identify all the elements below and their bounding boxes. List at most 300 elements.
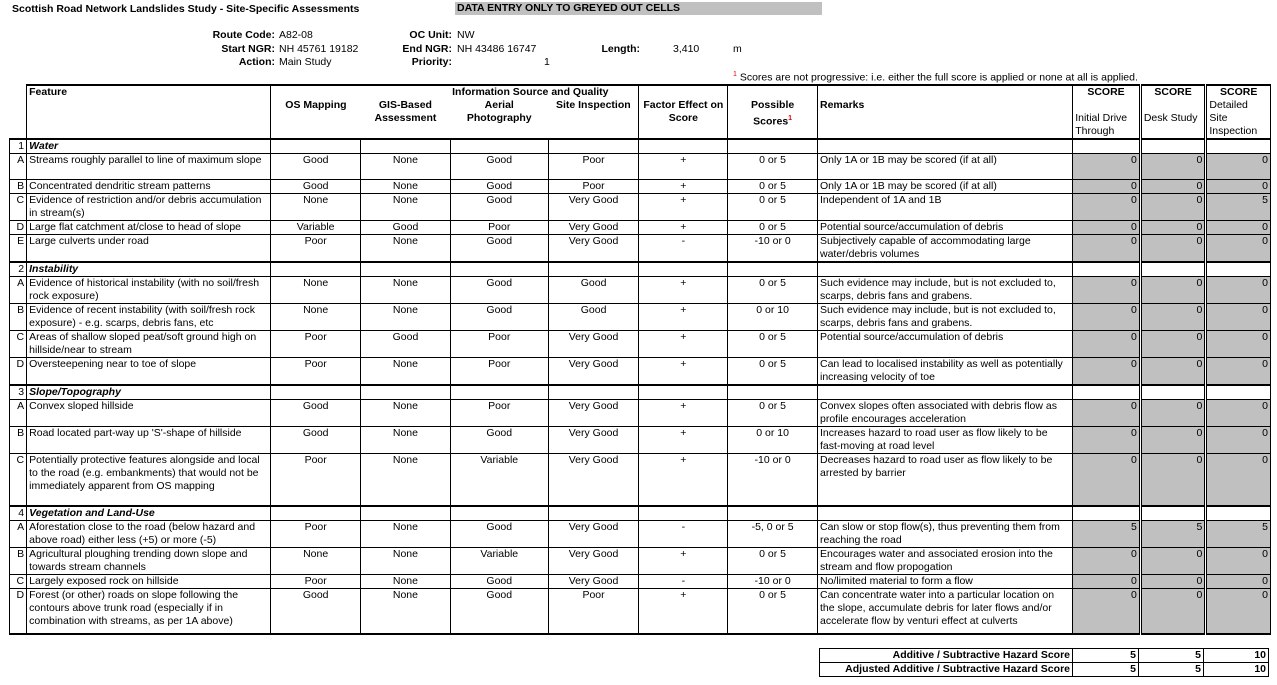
gis-cell: None bbox=[361, 400, 451, 427]
totals-value: 5 bbox=[1073, 649, 1139, 663]
row-letter: B bbox=[10, 304, 27, 331]
row-letter: C bbox=[10, 574, 27, 588]
os-mapping-header: OS Mapping bbox=[271, 85, 361, 139]
score-initial-input[interactable]: 0 bbox=[1073, 331, 1140, 358]
row-letter: A bbox=[10, 400, 27, 427]
header-row bbox=[10, 85, 1271, 139]
factor-effect-cell: + bbox=[639, 180, 728, 194]
score-initial-input[interactable]: 0 bbox=[1073, 154, 1140, 180]
section-row bbox=[10, 262, 1271, 277]
score-initial-input[interactable]: 0 bbox=[1073, 427, 1140, 454]
row-letter: B bbox=[10, 547, 27, 574]
feature-cell: Road located part-way up 'S'-shape of hillside bbox=[27, 427, 271, 454]
table-row bbox=[10, 520, 1271, 547]
score-detailed-input[interactable]: 0 bbox=[1207, 154, 1271, 180]
feature-cell: Evidence of historical instability (with no soil/fresh rock exposure) bbox=[27, 277, 271, 304]
totals-label: Adjusted Additive / Subtractive Hazard Score bbox=[820, 663, 1073, 677]
feature-cell: Forest (or other) roads on slope following the contours above trunk road (especially if in combination with streams, as per 1A above) bbox=[27, 588, 271, 634]
row-letter: A bbox=[10, 154, 27, 180]
remarks-cell: Can slow or stop flow(s), thus preventing them from reaching the road bbox=[818, 520, 1073, 547]
score-desk-input[interactable]: 5 bbox=[1141, 520, 1205, 547]
section-blank bbox=[1141, 139, 1205, 154]
score-desk-input[interactable]: 0 bbox=[1141, 221, 1205, 235]
os-mapping-cell: None bbox=[271, 194, 361, 221]
possible-scores-cell: 0 or 5 bbox=[728, 154, 818, 180]
os-mapping-cell: Poor bbox=[271, 235, 361, 263]
feature-cell: Evidence of recent instability (with soil/fresh rock exposure) - e.g. scarps, debris fans, etc bbox=[27, 304, 271, 331]
score-initial-input[interactable]: 0 bbox=[1073, 221, 1140, 235]
feature-cell: Areas of shallow sloped peat/soft ground high on hillside/near to stream bbox=[27, 331, 271, 358]
remarks-cell: Subjectively capable of accommodating large water/debris volumes bbox=[818, 235, 1073, 263]
feature-cell: Agricultural ploughing trending down slope and towards stream channels bbox=[27, 547, 271, 574]
remarks-cell: Independent of 1A and 1B bbox=[818, 194, 1073, 221]
row-letter: C bbox=[10, 454, 27, 506]
os-mapping-cell: None bbox=[271, 547, 361, 574]
priority-label: Priority: bbox=[411, 56, 452, 68]
section-blank bbox=[639, 262, 728, 277]
section-blank bbox=[1073, 262, 1140, 277]
section-blank bbox=[548, 139, 639, 154]
aerial-cell: Poor bbox=[450, 331, 548, 358]
section-blank bbox=[728, 506, 818, 521]
totals-label: Additive / Subtractive Hazard Score bbox=[820, 649, 1073, 663]
action-label: Action: bbox=[238, 56, 275, 68]
section-row bbox=[10, 506, 1271, 521]
score-initial-input[interactable]: 0 bbox=[1073, 400, 1140, 427]
section-blank bbox=[818, 139, 1073, 154]
possible-scores-cell: 0 or 10 bbox=[728, 427, 818, 454]
gis-cell: None bbox=[361, 547, 451, 574]
table-row bbox=[10, 331, 1271, 358]
end-ngr-label: End NGR: bbox=[402, 43, 452, 55]
row-letter: D bbox=[10, 358, 27, 386]
score-initial-input[interactable]: 0 bbox=[1073, 277, 1140, 304]
remarks-cell: Only 1A or 1B may be scored (if at all) bbox=[818, 154, 1073, 180]
section-blank bbox=[450, 506, 548, 521]
row-letter: D bbox=[10, 221, 27, 235]
remarks-cell: Can concentrate water into a particular location on the slope, accumulate debris for later flows and/or accelerate flow by venturi effect at culverts bbox=[818, 588, 1073, 634]
score-desk-input[interactable]: 0 bbox=[1141, 547, 1205, 574]
aerial-cell: Good bbox=[450, 427, 548, 454]
possible-scores-cell: -10 or 0 bbox=[728, 454, 818, 506]
score-detailed-input[interactable]: 0 bbox=[1207, 454, 1271, 506]
score-desk-input[interactable]: 0 bbox=[1141, 454, 1205, 506]
score-desk-input[interactable]: 0 bbox=[1141, 588, 1205, 634]
table-row bbox=[10, 400, 1271, 427]
table-row bbox=[10, 574, 1271, 588]
totals-row bbox=[820, 663, 1269, 677]
possible-scores-cell: -10 or 0 bbox=[728, 235, 818, 263]
end-ngr-value: NH 43486 16747 bbox=[457, 43, 537, 55]
gis-cell: None bbox=[361, 574, 451, 588]
aerial-header: Information Source and Quality Aerial Photography bbox=[450, 85, 548, 139]
action-value: Main Study bbox=[279, 56, 332, 68]
gis-cell: Good bbox=[361, 331, 451, 358]
site-inspection-cell: Very Good bbox=[548, 235, 639, 263]
table-row bbox=[10, 180, 1271, 194]
score-detailed-input[interactable]: 0 bbox=[1207, 588, 1271, 634]
site-inspection-cell: Poor bbox=[548, 154, 639, 180]
feature-cell: Concentrated dendritic stream patterns bbox=[27, 180, 271, 194]
score-detailed-input[interactable]: 0 bbox=[1207, 304, 1271, 331]
score-initial-input[interactable]: 0 bbox=[1073, 194, 1140, 221]
score-desk-input[interactable]: 0 bbox=[1141, 331, 1205, 358]
section-blank bbox=[361, 506, 451, 521]
feature-cell: Potentially protective features alongside and local to the road (e.g. embankments) that would not be immediately apparent from OS mapping bbox=[27, 454, 271, 506]
totals-value: 10 bbox=[1204, 663, 1269, 677]
section-blank bbox=[361, 385, 451, 400]
totals-row bbox=[820, 649, 1269, 663]
site-inspection-cell: Very Good bbox=[548, 454, 639, 506]
feature-cell: Aforestation close to the road (below hazard and above road) either less (+5) or more (-5) bbox=[27, 520, 271, 547]
site-inspection-cell: Very Good bbox=[548, 427, 639, 454]
score-initial-input[interactable]: 0 bbox=[1073, 180, 1140, 194]
possible-scores-cell: -10 or 0 bbox=[728, 574, 818, 588]
os-mapping-cell: Poor bbox=[271, 454, 361, 506]
aerial-cell: Good bbox=[450, 574, 548, 588]
score-desk-input[interactable]: 0 bbox=[1141, 277, 1205, 304]
row-letter: C bbox=[10, 331, 27, 358]
possible-scores-cell: 0 or 5 bbox=[728, 277, 818, 304]
section-blank bbox=[818, 262, 1073, 277]
section-blank bbox=[271, 506, 361, 521]
os-mapping-cell: Poor bbox=[271, 520, 361, 547]
possible-scores-cell: 0 or 5 bbox=[728, 547, 818, 574]
section-blank bbox=[271, 385, 361, 400]
gis-cell: None bbox=[361, 180, 451, 194]
factor-effect-cell: - bbox=[639, 520, 728, 547]
os-mapping-cell: Good bbox=[271, 400, 361, 427]
gis-cell: None bbox=[361, 588, 451, 634]
row-letter: A bbox=[10, 520, 27, 547]
section-blank bbox=[728, 385, 818, 400]
table-row bbox=[10, 235, 1271, 263]
totals-value: 5 bbox=[1139, 649, 1204, 663]
factor-effect-cell: + bbox=[639, 331, 728, 358]
aerial-cell: Good bbox=[450, 304, 548, 331]
section-number: 3 bbox=[10, 385, 27, 400]
feature-cell: Oversteepening near to toe of slope bbox=[27, 358, 271, 386]
footnote bbox=[733, 71, 1138, 84]
table-row bbox=[10, 277, 1271, 304]
possible-scores-cell: 0 or 5 bbox=[728, 588, 818, 634]
gis-cell: None bbox=[361, 277, 451, 304]
score-detailed-input[interactable]: 0 bbox=[1207, 221, 1271, 235]
os-mapping-cell: Poor bbox=[271, 331, 361, 358]
score-detailed-header: SCORE Detailed Site Inspection bbox=[1207, 85, 1271, 139]
section-blank bbox=[1073, 506, 1140, 521]
table-row bbox=[10, 547, 1271, 574]
remarks-cell: Encourages water and associated erosion into the stream and flow propogation bbox=[818, 547, 1073, 574]
length-label: Length: bbox=[601, 43, 640, 55]
row-letter: D bbox=[10, 588, 27, 634]
gis-cell: None bbox=[361, 454, 451, 506]
table-row bbox=[10, 194, 1271, 221]
factor-effect-cell: + bbox=[639, 400, 728, 427]
gis-cell: None bbox=[361, 194, 451, 221]
score-detailed-input[interactable]: 5 bbox=[1207, 520, 1271, 547]
factor-effect-cell: + bbox=[639, 427, 728, 454]
section-blank bbox=[271, 262, 361, 277]
row-letter: B bbox=[10, 180, 27, 194]
os-mapping-cell: None bbox=[271, 304, 361, 331]
score-initial-input[interactable]: 0 bbox=[1073, 235, 1140, 263]
site-inspection-cell: Very Good bbox=[548, 520, 639, 547]
section-blank bbox=[1207, 139, 1271, 154]
section-blank bbox=[1207, 385, 1271, 400]
section-blank bbox=[1073, 139, 1140, 154]
table-row bbox=[10, 454, 1271, 506]
possible-scores-cell: 0 or 10 bbox=[728, 304, 818, 331]
page-title: Scottish Road Network Landslides Study - Site-Specific Assessments bbox=[12, 3, 360, 15]
section-name: Instability bbox=[27, 262, 271, 277]
score-detailed-input[interactable]: 0 bbox=[1207, 358, 1271, 386]
score-detailed-input[interactable]: 0 bbox=[1207, 400, 1271, 427]
score-desk-input[interactable]: 0 bbox=[1141, 358, 1205, 386]
factor-effect-cell: + bbox=[639, 154, 728, 180]
site-inspection-cell: Good bbox=[548, 277, 639, 304]
table-row bbox=[10, 304, 1271, 331]
section-blank bbox=[450, 262, 548, 277]
feature-cell: Large culverts under road bbox=[27, 235, 271, 263]
site-inspection-cell: Poor bbox=[548, 180, 639, 194]
os-mapping-cell: Good bbox=[271, 588, 361, 634]
remarks-cell: Potential source/accumulation of debris bbox=[818, 331, 1073, 358]
feature-cell: Evidence of restriction and/or debris accumulation in stream(s) bbox=[27, 194, 271, 221]
site-inspection-cell: Very Good bbox=[548, 574, 639, 588]
remarks-cell: Potential source/accumulation of debris bbox=[818, 221, 1073, 235]
score-detailed-input[interactable]: 5 bbox=[1207, 194, 1271, 221]
os-mapping-cell: None bbox=[271, 277, 361, 304]
table-row bbox=[10, 427, 1271, 454]
score-detailed-input[interactable]: 0 bbox=[1207, 427, 1271, 454]
gis-cell: None bbox=[361, 304, 451, 331]
aerial-cell: Variable bbox=[450, 547, 548, 574]
section-name: Slope/Topography bbox=[27, 385, 271, 400]
start-ngr-label: Start NGR: bbox=[221, 43, 275, 55]
table-row bbox=[10, 221, 1271, 235]
site-inspection-cell: Very Good bbox=[548, 221, 639, 235]
score-desk-input[interactable]: 0 bbox=[1141, 400, 1205, 427]
section-blank bbox=[818, 506, 1073, 521]
info-source-header: Information Source and Quality bbox=[452, 86, 609, 98]
score-initial-input[interactable]: 0 bbox=[1073, 304, 1140, 331]
os-mapping-cell: Poor bbox=[271, 358, 361, 386]
section-row bbox=[10, 385, 1271, 400]
oc-unit-value: NW bbox=[457, 29, 475, 41]
section-number: 2 bbox=[10, 262, 27, 277]
totals-value: 10 bbox=[1204, 649, 1269, 663]
section-name: Vegetation and Land-Use bbox=[27, 506, 271, 521]
score-detailed-input[interactable]: 0 bbox=[1207, 331, 1271, 358]
totals-table bbox=[819, 648, 1269, 677]
factor-effect-cell: + bbox=[639, 194, 728, 221]
section-blank bbox=[548, 506, 639, 521]
section-blank bbox=[450, 139, 548, 154]
footnote-mark: 1 bbox=[733, 71, 737, 78]
aerial-cell: Poor bbox=[450, 400, 548, 427]
length-value: 3,410 bbox=[673, 43, 700, 55]
os-mapping-cell: Good bbox=[271, 427, 361, 454]
aerial-cell: Variable bbox=[450, 454, 548, 506]
remarks-cell: Can lead to localised instability as well as potentially increasing velocity of toe bbox=[818, 358, 1073, 386]
score-detailed-input[interactable]: 0 bbox=[1207, 277, 1271, 304]
remarks-cell: Increases hazard to road user as flow likely to be fast-moving at road level bbox=[818, 427, 1073, 454]
score-desk-input[interactable]: 0 bbox=[1141, 154, 1205, 180]
aerial-cell: Good bbox=[450, 520, 548, 547]
row-letter: C bbox=[10, 194, 27, 221]
section-blank bbox=[548, 262, 639, 277]
section-blank bbox=[361, 139, 451, 154]
factor-effect-cell: + bbox=[639, 454, 728, 506]
totals-value: 5 bbox=[1139, 663, 1204, 677]
section-blank bbox=[1141, 262, 1205, 277]
score-detailed-input[interactable]: 0 bbox=[1207, 235, 1271, 263]
gis-cell: None bbox=[361, 358, 451, 386]
section-blank bbox=[818, 385, 1073, 400]
section-blank bbox=[450, 385, 548, 400]
score-initial-input[interactable]: 0 bbox=[1073, 588, 1140, 634]
aerial-cell: Good bbox=[450, 588, 548, 634]
section-number: 1 bbox=[10, 139, 27, 154]
section-blank bbox=[548, 385, 639, 400]
table-row bbox=[10, 358, 1271, 386]
priority-value: 1 bbox=[544, 56, 550, 68]
section-blank bbox=[639, 139, 728, 154]
score-desk-input[interactable]: 0 bbox=[1141, 180, 1205, 194]
section-row bbox=[10, 139, 1271, 154]
gis-header: GIS-Based Assessment bbox=[361, 85, 451, 139]
site-inspection-cell: Very Good bbox=[548, 400, 639, 427]
feature-header: Feature bbox=[27, 85, 271, 139]
factor-effect-cell: + bbox=[639, 304, 728, 331]
remarks-cell: No/limited material to form a flow bbox=[818, 574, 1073, 588]
score-initial-input[interactable]: 0 bbox=[1073, 358, 1140, 386]
gis-cell: Good bbox=[361, 221, 451, 235]
possible-scores-cell: 0 or 5 bbox=[728, 180, 818, 194]
feature-cell: Streams roughly parallel to line of maximum slope bbox=[27, 154, 271, 180]
feature-cell: Large flat catchment at/close to head of slope bbox=[27, 221, 271, 235]
feature-cell: Largely exposed rock on hillside bbox=[27, 574, 271, 588]
aerial-cell: Poor bbox=[450, 221, 548, 235]
table-row bbox=[10, 154, 1271, 180]
gis-cell: None bbox=[361, 520, 451, 547]
aerial-cell: Good bbox=[450, 235, 548, 263]
score-initial-input[interactable]: 5 bbox=[1073, 520, 1140, 547]
score-detailed-input[interactable]: 0 bbox=[1207, 547, 1271, 574]
section-blank bbox=[1207, 262, 1271, 277]
score-desk-input[interactable]: 0 bbox=[1141, 304, 1205, 331]
oc-unit-label: OC Unit: bbox=[409, 29, 452, 41]
score-initial-header: SCORE Initial Drive Through bbox=[1073, 85, 1140, 139]
possible-scores-cell: 0 or 5 bbox=[728, 358, 818, 386]
factor-effect-cell: + bbox=[639, 358, 728, 386]
footnote-text: Scores are not progressive: i.e. either the full score is applied or none at all is applied. bbox=[739, 71, 1138, 84]
aerial-cell: Poor bbox=[450, 358, 548, 386]
row-letter: A bbox=[10, 277, 27, 304]
row-letter: B bbox=[10, 427, 27, 454]
aerial-cell: Good bbox=[450, 194, 548, 221]
score-desk-input[interactable]: 0 bbox=[1141, 194, 1205, 221]
factor-effect-cell: - bbox=[639, 235, 728, 263]
os-mapping-cell: Poor bbox=[271, 574, 361, 588]
score-desk-input[interactable]: 0 bbox=[1141, 574, 1205, 588]
remarks-cell: Convex slopes often associated with debris flow as profile encourages acceleration bbox=[818, 400, 1073, 427]
remarks-cell: Decreases hazard to road user as flow likely to be arrested by barrier bbox=[818, 454, 1073, 506]
section-blank bbox=[1207, 506, 1271, 521]
site-inspection-cell: Very Good bbox=[548, 331, 639, 358]
possible-scores-cell: -5, 0 or 5 bbox=[728, 520, 818, 547]
score-initial-input[interactable]: 0 bbox=[1073, 574, 1140, 588]
table-row bbox=[10, 588, 1271, 634]
section-blank bbox=[271, 139, 361, 154]
factor-effect-cell: + bbox=[639, 547, 728, 574]
score-desk-input[interactable]: 0 bbox=[1141, 427, 1205, 454]
possible-scores-header: Possible Scores$^1$ bbox=[728, 85, 818, 139]
start-ngr-value: NH 45761 19182 bbox=[279, 43, 359, 55]
gis-cell: None bbox=[361, 235, 451, 263]
section-blank bbox=[1073, 385, 1140, 400]
remarks-header: Remarks bbox=[818, 85, 1073, 139]
route-code-label: Route Code: bbox=[212, 29, 275, 41]
score-desk-input[interactable]: 0 bbox=[1141, 235, 1205, 263]
factor-effect-cell: + bbox=[639, 277, 728, 304]
possible-scores-cell: 0 or 5 bbox=[728, 331, 818, 358]
assessment-table bbox=[9, 84, 1271, 635]
remarks-cell: Such evidence may include, but is not excluded to, scarps, debris fans and grabens. bbox=[818, 304, 1073, 331]
route-code-value: A82-08 bbox=[279, 29, 313, 41]
section-blank bbox=[728, 139, 818, 154]
factor-effect-cell: + bbox=[639, 588, 728, 634]
site-inspection-cell: Good bbox=[548, 304, 639, 331]
factor-effect-header: Factor Effect on Score bbox=[639, 85, 728, 139]
data-entry-notice: DATA ENTRY ONLY TO GREYED OUT CELLS bbox=[455, 2, 822, 15]
site-inspection-cell: Poor bbox=[548, 588, 639, 634]
section-blank bbox=[639, 506, 728, 521]
aerial-cell: Good bbox=[450, 180, 548, 194]
site-inspection-header: Site Inspection bbox=[548, 85, 639, 139]
remarks-cell: Such evidence may include, but is not excluded to, scarps, debris fans and grabens. bbox=[818, 277, 1073, 304]
remarks-cell: Only 1A or 1B may be scored (if at all) bbox=[818, 180, 1073, 194]
possible-scores-cell: 0 or 5 bbox=[728, 194, 818, 221]
site-inspection-cell: Very Good bbox=[548, 547, 639, 574]
row-letter: E bbox=[10, 235, 27, 263]
factor-effect-cell: - bbox=[639, 574, 728, 588]
aerial-cell: Good bbox=[450, 154, 548, 180]
score-detailed-input[interactable]: 0 bbox=[1207, 574, 1271, 588]
gis-cell: None bbox=[361, 427, 451, 454]
section-number: 4 bbox=[10, 506, 27, 521]
length-unit: m bbox=[733, 43, 742, 55]
site-inspection-cell: Very Good bbox=[548, 194, 639, 221]
score-initial-input[interactable]: 0 bbox=[1073, 454, 1140, 506]
os-mapping-cell: Good bbox=[271, 154, 361, 180]
os-mapping-cell: Variable bbox=[271, 221, 361, 235]
section-blank bbox=[361, 262, 451, 277]
section-blank bbox=[1141, 506, 1205, 521]
section-name: Water bbox=[27, 139, 271, 154]
possible-scores-cell: 0 or 5 bbox=[728, 400, 818, 427]
site-inspection-cell: Very Good bbox=[548, 358, 639, 386]
possible-scores-cell: 0 or 5 bbox=[728, 221, 818, 235]
score-initial-input[interactable]: 0 bbox=[1073, 547, 1140, 574]
gis-cell: None bbox=[361, 154, 451, 180]
section-blank bbox=[1141, 385, 1205, 400]
score-detailed-input[interactable]: 0 bbox=[1207, 180, 1271, 194]
aerial-cell: Good bbox=[450, 277, 548, 304]
section-blank bbox=[639, 385, 728, 400]
factor-effect-cell: + bbox=[639, 221, 728, 235]
